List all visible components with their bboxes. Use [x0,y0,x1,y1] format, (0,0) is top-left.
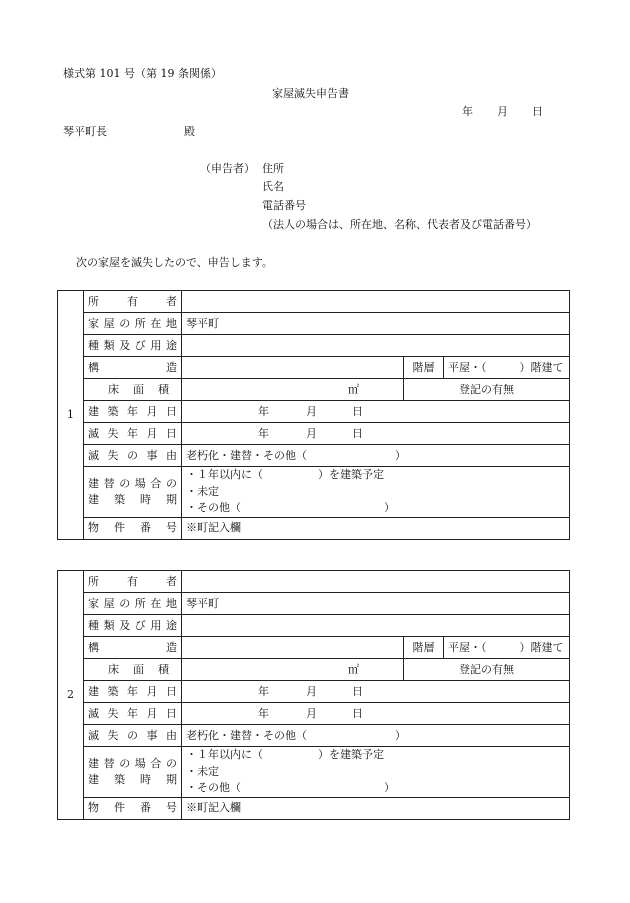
text: 日 [352,706,363,720]
property-number-value [182,797,570,819]
label-chars [88,772,177,788]
section-number [58,571,84,820]
applicant-name-label: 氏名 [262,180,284,193]
label-char: 物 [88,801,99,815]
text: 月 [306,706,317,720]
reason-label [84,445,182,467]
kind-label [84,615,182,637]
label-char: 家 [88,316,99,330]
label-char: 失 [107,426,119,440]
label-char: 及 [119,338,131,352]
label-char: 失 [107,448,119,462]
label-char: 築 [114,492,125,506]
label-char: 途 [165,618,177,632]
label-char: 用 [150,618,162,632]
built-date-value[interactable] [182,681,570,703]
label-chars [88,492,177,508]
label-char: 件 [114,521,125,535]
label-char: 替 [103,476,115,490]
label-char: 建 [88,756,99,770]
applicant-corp-note: （法人の場合は、所在地、名称、代表者及び電話番号） [262,218,537,231]
label-char: 建 [88,772,99,786]
label-char: 所 [88,294,99,308]
label-char: 有 [127,574,138,588]
label-char: 滅 [88,426,99,440]
label-char: 建 [88,684,99,698]
label-char: 類 [103,618,115,632]
label-char: 床 [108,382,119,396]
label-char: 番 [140,801,151,815]
text: 階層 [412,360,435,374]
label-char: 滅 [88,728,99,742]
label-char: 者 [166,294,177,308]
label-chars [88,294,177,310]
text: ・その他（ ） [186,781,395,794]
label-char: 事 [146,728,158,742]
label-char: 種 [88,618,99,632]
built-date-value[interactable] [182,401,570,423]
text: ・１年以内に（ ）を建築予定 [186,748,384,761]
owner-value[interactable] [182,291,570,313]
label-char: 建 [88,404,99,418]
owner-value[interactable] [182,571,570,593]
form-number: 様式第 101 号（第 19 条関係） [63,67,222,80]
text: ・未定 [186,764,219,778]
label-char: の [127,728,138,742]
label-char: 所 [88,574,99,588]
location-label [84,313,182,335]
label-char: の [165,756,177,770]
label-char: の [119,596,131,610]
label-char: 家 [88,596,99,610]
text: ※町記入欄 [186,801,241,815]
text: 日 [352,684,363,698]
label-char: 構 [88,360,99,374]
label-char: 失 [107,728,119,742]
label-chars [88,756,177,772]
text: 月 [306,426,317,440]
date-day-label: 日 [532,105,543,118]
label-char: 有 [127,294,138,308]
kind-value[interactable] [182,615,570,637]
property-section-2 [57,570,570,820]
label-char: 所 [134,596,146,610]
rebuild-options[interactable] [182,467,570,518]
label-char: び [134,618,146,632]
registration-label [404,659,570,681]
label-char: 者 [166,574,177,588]
label-char: 積 [158,662,169,676]
label-char: 類 [103,338,115,352]
label-chars [88,448,177,464]
text: 月 [306,684,317,698]
text: 登記の有無 [459,662,514,676]
floors-label [404,637,444,659]
label-char: 滅 [88,706,99,720]
demolished-date-value[interactable] [182,703,570,725]
label-char: 年 [127,426,138,440]
label-char: 時 [140,492,151,506]
rebuild-timing-label [84,467,182,518]
label-char: 屋 [103,316,115,330]
label-char: 地 [165,596,177,610]
floors-label [404,357,444,379]
text: 老朽化・建替・その他（ ） [186,728,406,742]
label-char: 年 [127,706,138,720]
honorific: 殿 [184,125,195,138]
text: ※町記入欄 [186,521,241,535]
addressee: 琴平町長 [63,125,107,138]
label-char: 期 [166,772,177,786]
label-char: 途 [165,338,177,352]
structure-value[interactable] [182,357,404,379]
label-char: 月 [146,426,158,440]
text: 日 [352,426,363,440]
label-char: の [119,476,131,490]
property-number-label [84,517,182,539]
label-chars [88,316,177,332]
demolished-date-label [84,423,182,445]
text: 琴平町 [186,316,219,330]
text: 老朽化・建替・その他（ ） [186,448,406,462]
label-char: 構 [88,640,99,654]
floor-area-label [84,659,182,681]
text: 日 [352,404,363,418]
label-char: 由 [166,728,177,742]
label-char: 場 [134,756,146,770]
label-char: 屋 [103,596,115,610]
label-char: び [134,338,146,352]
label-char: 年 [127,404,138,418]
label-chars [88,382,177,398]
label-char: 物 [88,521,99,535]
location-value[interactable] [182,593,570,615]
label-char: 積 [158,382,169,396]
text: 月 [306,404,317,418]
label-char: の [119,316,131,330]
section-number-text: 1 [67,407,74,421]
kind-label [84,335,182,357]
text: ㎡ [348,382,359,396]
text: 年 [258,706,269,720]
label-char: 事 [146,448,158,462]
registration-label [404,379,570,401]
demolished-date-value[interactable] [182,423,570,445]
section-number [58,291,84,540]
label-chars [88,404,177,420]
owner-label [84,291,182,313]
label-char: 月 [146,404,158,418]
label-char: 在 [150,316,162,330]
label-char: 由 [166,448,177,462]
label-char: 日 [166,706,177,720]
floors-value[interactable] [444,357,570,379]
label-char: 所 [134,316,146,330]
label-char: 床 [108,662,119,676]
label-chars [88,476,177,492]
label-char: の [127,448,138,462]
text: 平屋・（ ）階建て [448,640,564,654]
text: ・その他（ ） [186,501,395,514]
label-char: 号 [166,801,177,815]
floor-area-value[interactable] [182,379,404,401]
label-chars [88,596,177,612]
reason-value[interactable] [182,725,570,747]
label-char: 番 [140,521,151,535]
text: 登記の有無 [459,382,514,396]
label-char: 面 [133,662,144,676]
text: 年 [258,426,269,440]
applicant-address-label: 住所 [262,162,284,175]
rebuild-options[interactable] [182,747,570,798]
label-char: 月 [146,706,158,720]
label-chars [88,800,177,816]
label-char: 場 [134,476,146,490]
label-char: 種 [88,338,99,352]
floor-area-value[interactable] [182,659,404,681]
label-char: 年 [127,684,138,698]
applicant-label: （申告者） [200,162,255,175]
label-char: 在 [150,596,162,610]
label-char: 建 [88,492,99,506]
applicant-phone-label: 電話番号 [262,199,306,212]
intro-text: 次の家屋を滅失したので、申告します。 [76,256,273,269]
label-char: 造 [166,360,177,374]
label-char: 時 [140,772,151,786]
property-number-label [84,797,182,819]
document-title: 家屋滅失申告書 [272,87,349,100]
label-char: 月 [146,684,158,698]
label-char: 失 [107,706,119,720]
text: ・１年以内に（ ）を建築予定 [186,468,384,481]
location-label [84,593,182,615]
label-char: 地 [165,316,177,330]
built-date-label [84,681,182,703]
built-date-label [84,401,182,423]
label-char: 号 [166,521,177,535]
label-char: 合 [150,756,162,770]
text: 年 [258,684,269,698]
text: ・未定 [186,484,219,498]
text: 年 [258,404,269,418]
label-chars [88,706,177,722]
label-char: 建 [88,476,99,490]
label-char: 期 [166,492,177,506]
label-chars [88,640,177,656]
label-chars [88,574,177,590]
label-chars [88,426,177,442]
label-char: 日 [166,404,177,418]
label-char: 日 [166,426,177,440]
structure-label [84,357,182,379]
label-char: 築 [107,404,119,418]
label-char: 造 [166,640,177,654]
label-chars [88,684,177,700]
reason-label [84,725,182,747]
label-chars [88,360,177,376]
structure-value[interactable] [182,637,404,659]
label-chars [88,728,177,744]
label-char: 替 [103,756,115,770]
rebuild-timing-label [84,747,182,798]
section-number-text: 2 [67,687,74,701]
property-section-1 [57,290,570,540]
label-char: 件 [114,801,125,815]
label-char: の [165,476,177,490]
label-chars [88,662,177,678]
label-char: 滅 [88,448,99,462]
label-char: 及 [119,618,131,632]
label-char: の [119,756,131,770]
owner-label [84,571,182,593]
text: 琴平町 [186,596,219,610]
label-char: 用 [150,338,162,352]
reason-value[interactable] [182,445,570,467]
floors-value[interactable] [444,637,570,659]
date-year-label: 年 [462,105,473,118]
label-char: 築 [107,684,119,698]
text: ㎡ [348,662,359,676]
text: 階層 [412,640,435,654]
text: 平屋・（ ）階建て [448,360,564,374]
label-char: 日 [166,684,177,698]
label-chars [88,618,177,634]
kind-value[interactable] [182,335,570,357]
label-chars [88,338,177,354]
demolished-date-label [84,703,182,725]
structure-label [84,637,182,659]
property-number-value [182,517,570,539]
date-month-label: 月 [497,105,508,118]
location-value[interactable] [182,313,570,335]
label-char: 合 [150,476,162,490]
label-chars [88,520,177,536]
floor-area-label [84,379,182,401]
label-char: 面 [133,382,144,396]
label-char: 築 [114,772,125,786]
